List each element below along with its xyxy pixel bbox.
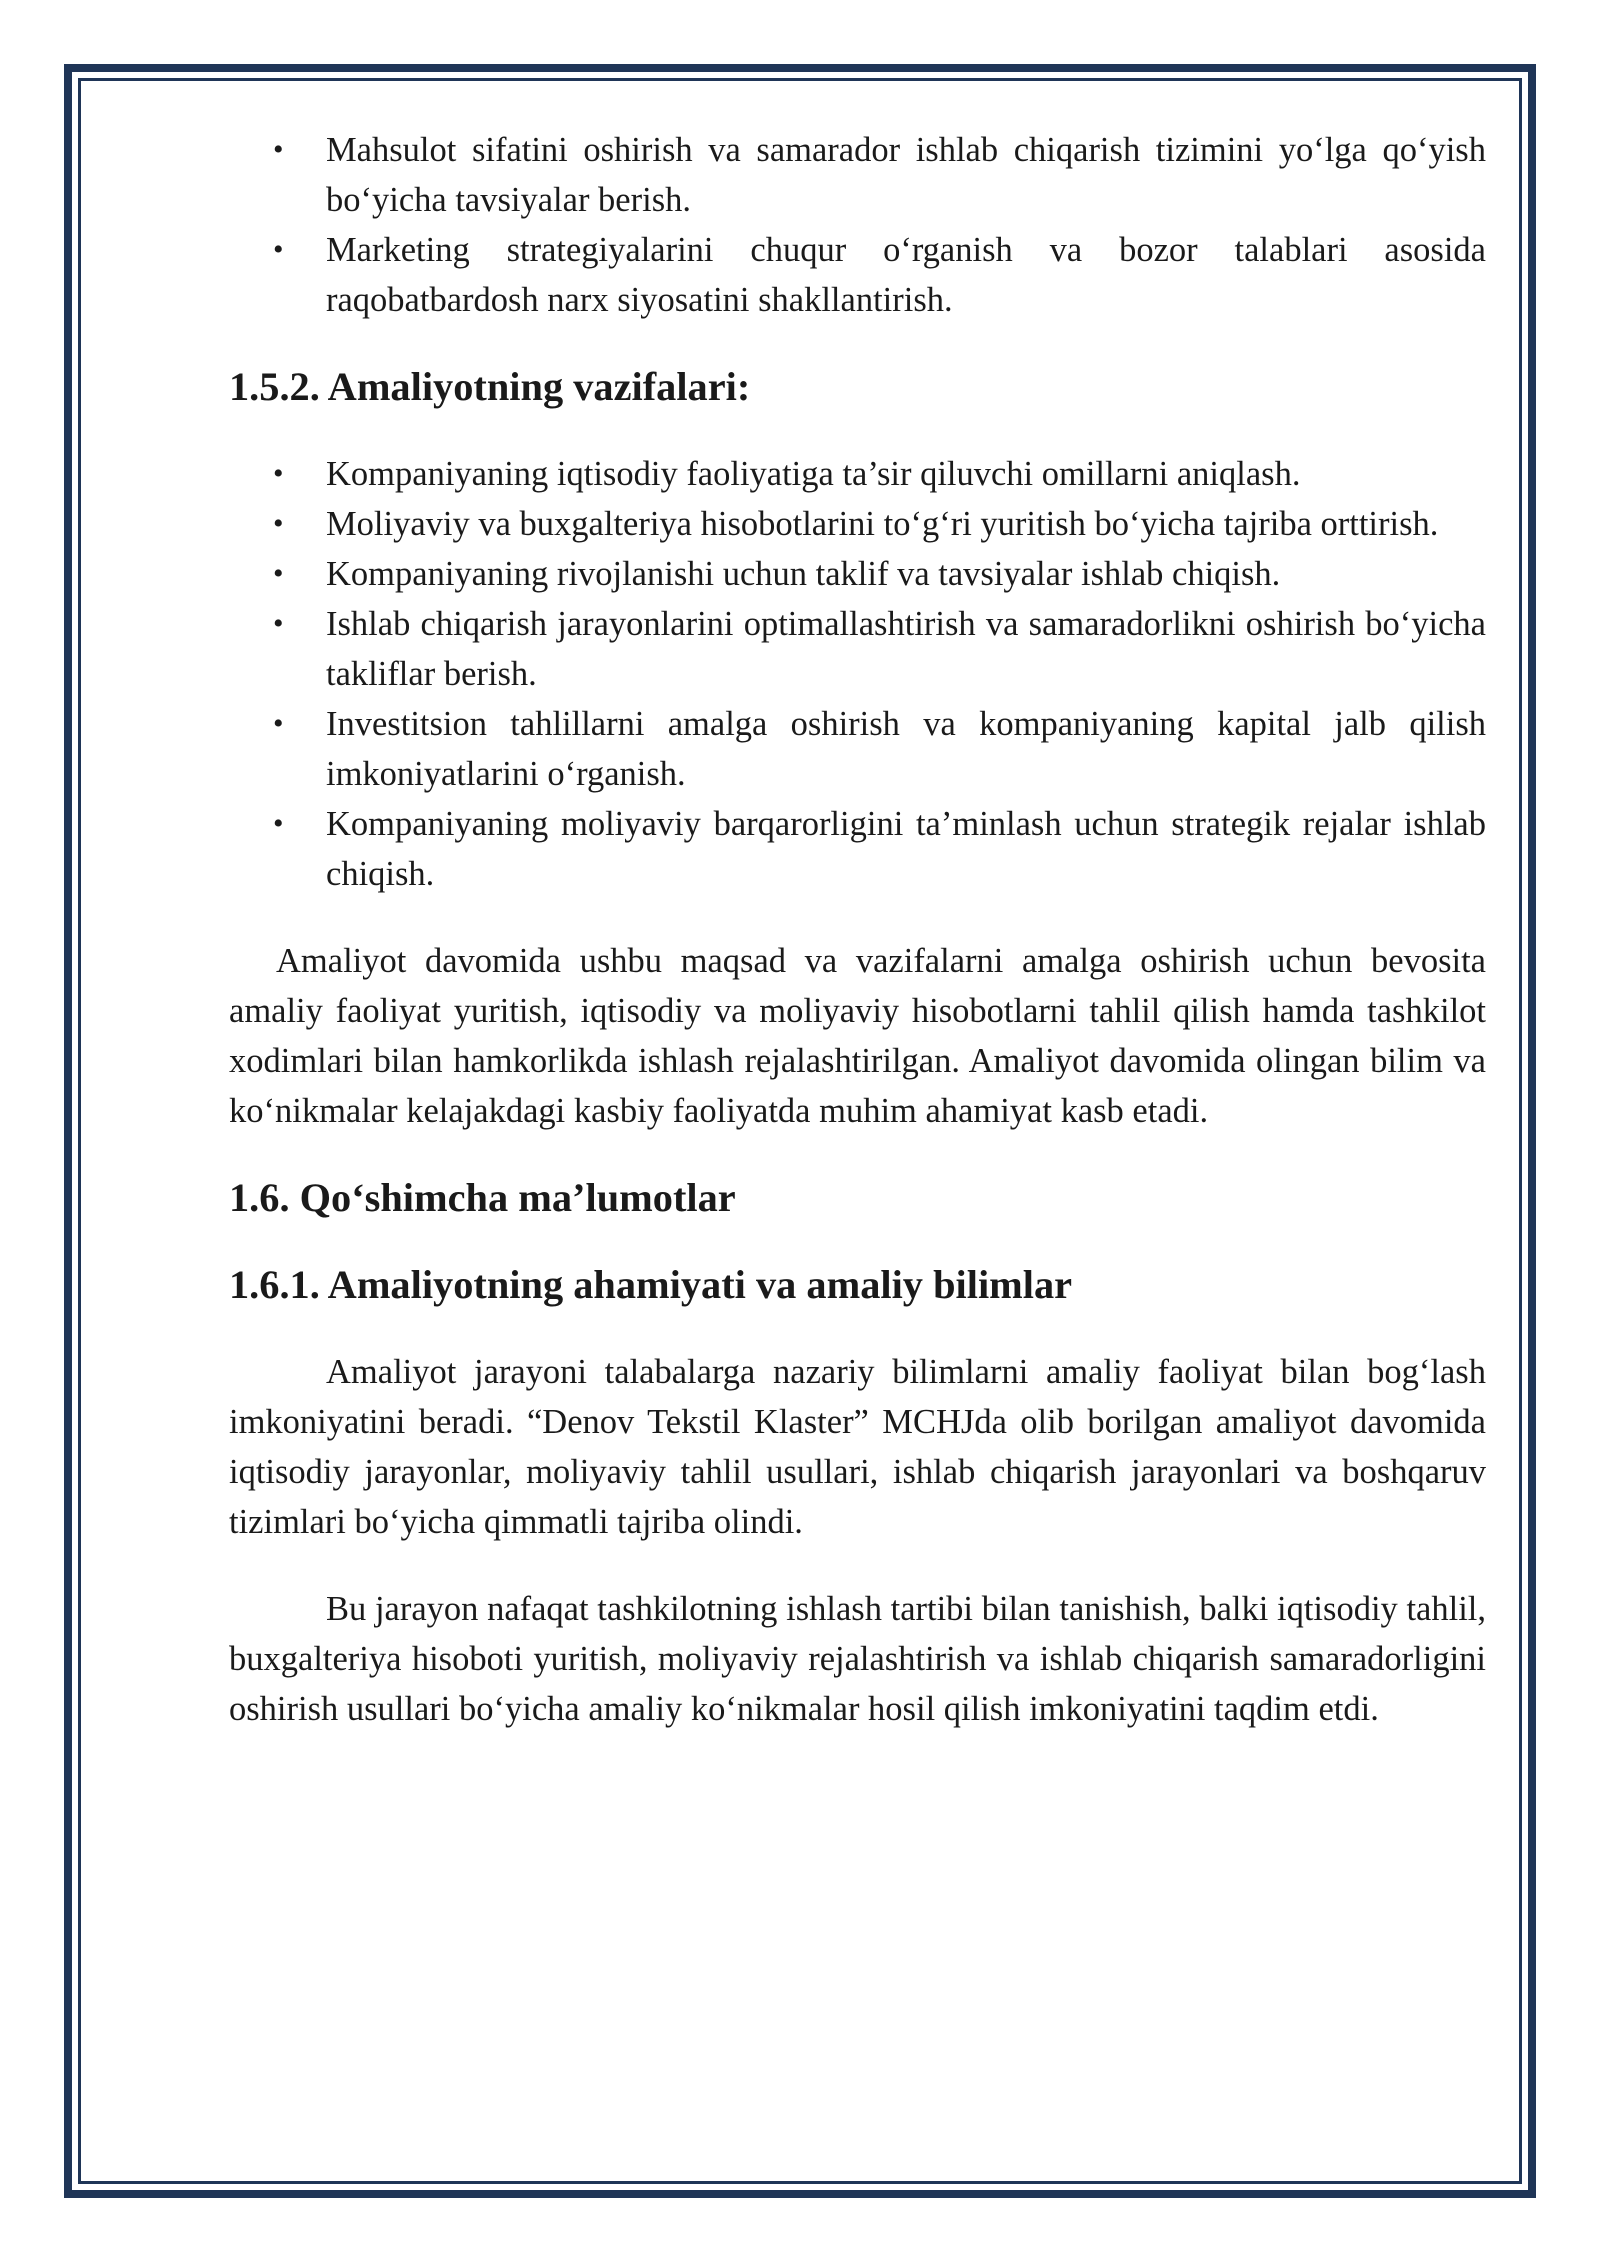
list-item: • Kompaniyaning iqtisodiy faoliyatiga ta’sir qiluvchi omillarni aniqlash. (229, 449, 1486, 499)
section-heading-1-6: 1.6. Qo‘shimcha ma’lumotlar (229, 1175, 736, 1220)
section-heading-1-6-1: 1.6.1. Amaliyotning ahamiyati va amaliy bilimlar (229, 1262, 1073, 1307)
list-item: • Mahsulot sifatini oshirish va samarador ishlab chiqarish tizimini yo‘lga qo‘yish bo‘yicha tavsiyalar berish. (229, 125, 1486, 225)
list-item: • Marketing strategiyalarini chuqur o‘rganish va bozor talablari asosida raqobatbardosh narx siyosatini shakllantirish. (229, 225, 1486, 325)
list-item: • Investitsion tahlillarni amalga oshirish va kompaniyaning kapital jalb qilish imkoniyatlarini o‘rganish. (229, 699, 1486, 799)
paragraph: Amaliyot davomida ushbu maqsad va vazifalarni amalga oshirish uchun bevosita amaliy faoliyat yuritish, iqtisodiy va moliyaviy hisobotlarni tahlil qilish hamda tashkilot xodimlari bilan hamkorlikda ishlash rejalashtirilgan. Amaliyot davomida olingan bilim va ko‘nikmalar kelajakdagi kasbiy faoliyatda muhim ahamiyat kasb etadi. (229, 942, 1486, 1130)
page-content (229, 125, 1486, 1734)
goals-list (229, 125, 1486, 325)
tasks-list (229, 449, 1486, 899)
list-item: • Ishlab chiqarish jarayonlarini optimallashtirish va samaradorlikni oshirish bo‘yicha takliflar berish. (229, 599, 1486, 699)
list-item: • Moliyaviy va buxgalteriya hisobotlarini to‘g‘ri yuritish bo‘yicha tajriba orttirish. (229, 499, 1486, 549)
list-item: • Kompaniyaning rivojlanishi uchun taklif va tavsiyalar ishlab chiqish. (229, 549, 1486, 599)
list-item: • Kompaniyaning moliyaviy barqarorligini ta’minlash uchun strategik rejalar ishlab chiqish. (229, 799, 1486, 899)
paragraph: Amaliyot jarayoni talabalarga nazariy bilimlarni amaliy faoliyat bilan bog‘lash imkoniyatini beradi. “Denov Tekstil Klaster” MCHJda olib borilgan amaliyot davomida iqtisodiy jarayonlar, moliyaviy tahlil usullari, ishlab chiqarish jarayonlari va boshqaruv tizimlari bo‘yicha qimmatli tajriba olindi. (229, 1353, 1486, 1541)
section-heading-1-5-2: 1.5.2. Amaliyotning vazifalari: (229, 364, 751, 409)
paragraph: Bu jarayon nafaqat tashkilotning ishlash tartibi bilan tanishish, balki iqtisodiy tahlil, buxgalteriya hisoboti yuritish, moliyaviy rejalashtirish va ishlab chiqarish samaradorligini oshirish usullari bo‘yicha amaliy ko‘nikmalar hosil qilish imkoniyatini taqdim etdi. (229, 1590, 1486, 1728)
